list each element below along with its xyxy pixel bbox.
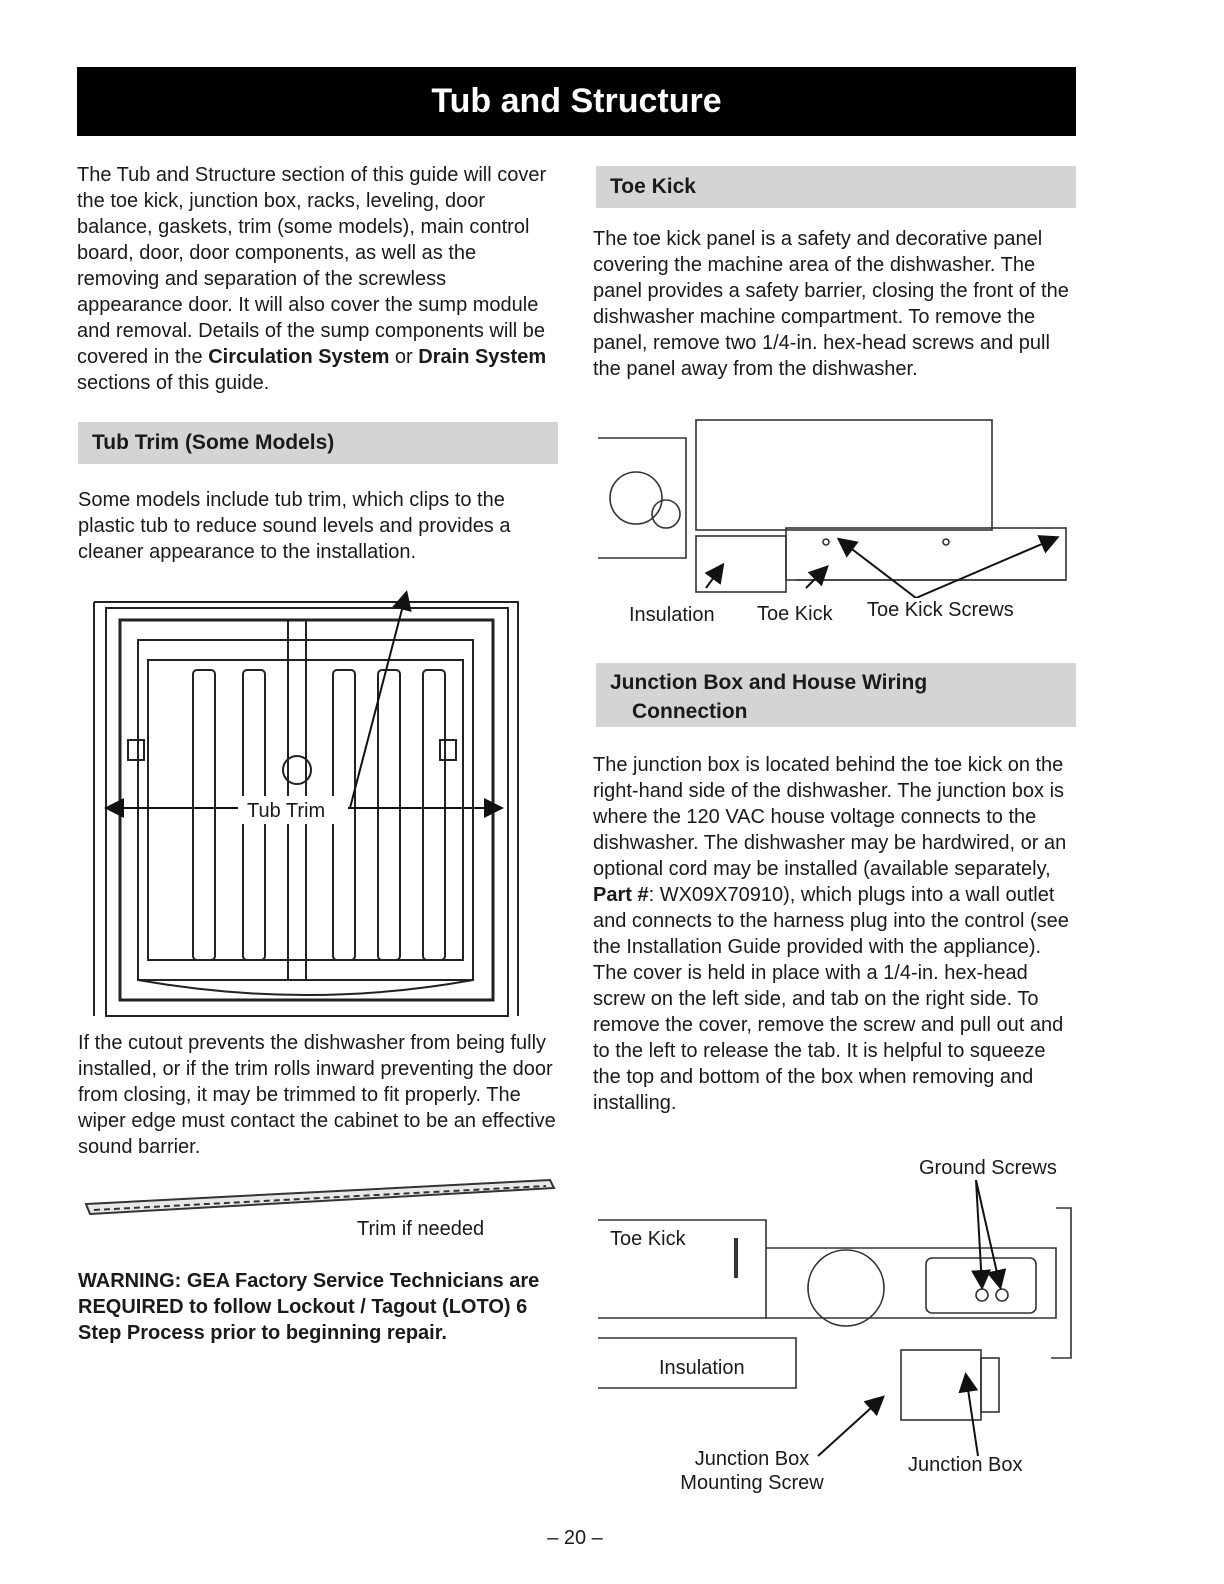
intro-text-1: The Tub and Structure section of this guide will cover the toe kick, junction box, racks, leveling, door balance, gaskets, trim (some models), main control board, door, door components, as well as the removing and separation of the screwless appearance door. It will also cover the sump module and removal. Details of the sump components will be covered in the <box>77 164 547 368</box>
tub-trim-heading-text: Tub Trim (Some Models) <box>92 431 335 454</box>
junction-box-paragraph <box>593 752 1075 1116</box>
tub-trim-trimming-text: If the cutout prevents the dishwasher from being fully installed, or if the trim rolls inward preventing the door from closing, it may be trimmed to fit properly. The wiper edge must contact the cabinet to be an effective sound barrier. <box>78 1032 556 1158</box>
junction-text-2: : WX09X70910), which plugs into a wall outlet and connects to the harness plug into the control (see the Installation Guide provided with the appliance). The cover is held in place with a 1/4-in. hex-head screw on the left side, and tab on the right side. To remove the cover, remove the screw and pull out and to the left to release the tab. It is helpful to squeeze the top and bottom of the box when removing and installing. <box>593 884 1069 1114</box>
jb-insulation-label: Insulation <box>659 1357 745 1379</box>
loto-warning: WARNING: GEA Factory Service Technicians are REQUIRED to follow Lockout / Tagout (LOTO) 6 Step Process prior to beginning repair. <box>78 1270 540 1344</box>
tub-trim-intro: Some models include tub trim, which clips to the plastic tub to reduce sound levels and provides a cleaner appearance to the installation. <box>78 489 511 563</box>
toe-kick-paragraph: The toe kick panel is a safety and decorative panel covering the machine area of the dishwasher. The panel provides a safety barrier, closing the front of the dishwasher machine compartment. To remove the panel, remove two 1/4-in. hex-head screws and pull the panel away from the dishwasher. <box>593 228 1069 380</box>
junction-box-label: Junction Box <box>908 1454 1023 1476</box>
toe-kick-label: Toe Kick <box>757 603 833 625</box>
intro-text-2: or <box>389 346 419 368</box>
toe-kick-insulation-label: Insulation <box>629 604 715 626</box>
page-title: Tub and Structure <box>431 82 722 120</box>
mount-screw-label-line-1: Junction Box <box>694 1448 810 1470</box>
page-number: – 20 – <box>547 1527 603 1549</box>
intro-paragraph <box>77 162 557 396</box>
intro-text-3: sections of this guide. <box>77 372 270 394</box>
junction-box-diagram <box>596 1178 1076 1458</box>
tub-trim-heading <box>78 422 558 464</box>
toe-kick-heading-text: Toe Kick <box>610 175 696 198</box>
page-title-banner <box>77 67 1076 136</box>
junction-heading-line-2: Connection <box>632 700 748 723</box>
toe-kick-diagram <box>596 418 1076 598</box>
jb-toe-kick-label: Toe Kick <box>610 1228 686 1250</box>
junction-box-mounting-screw-label <box>672 1447 832 1495</box>
mount-screw-label-line-2: Mounting Screw <box>680 1472 824 1494</box>
toe-kick-screws-label: Toe Kick Screws <box>867 599 1014 621</box>
toe-kick-heading <box>596 166 1076 208</box>
circulation-system-ref: Circulation System <box>208 346 390 368</box>
ground-screws-label: Ground Screws <box>919 1157 1057 1179</box>
drain-system-ref: Drain System <box>418 346 547 368</box>
junction-text-1: The junction box is located behind the toe kick on the right-hand side of the dishwasher. The junction box is where the 120 VAC house voltage connects to the dishwasher. The dishwasher may be hardwired, or an optional cord may be installed (available separately, <box>593 754 1067 880</box>
trim-if-needed-label: Trim if needed <box>357 1218 485 1240</box>
tub-trim-label: Tub Trim <box>247 800 326 822</box>
junction-heading-line-1: Junction Box and House Wiring <box>610 671 928 694</box>
trim-strip-diagram <box>80 1168 560 1228</box>
part-number-label: Part # <box>593 884 649 906</box>
junction-box-heading <box>596 663 1076 727</box>
